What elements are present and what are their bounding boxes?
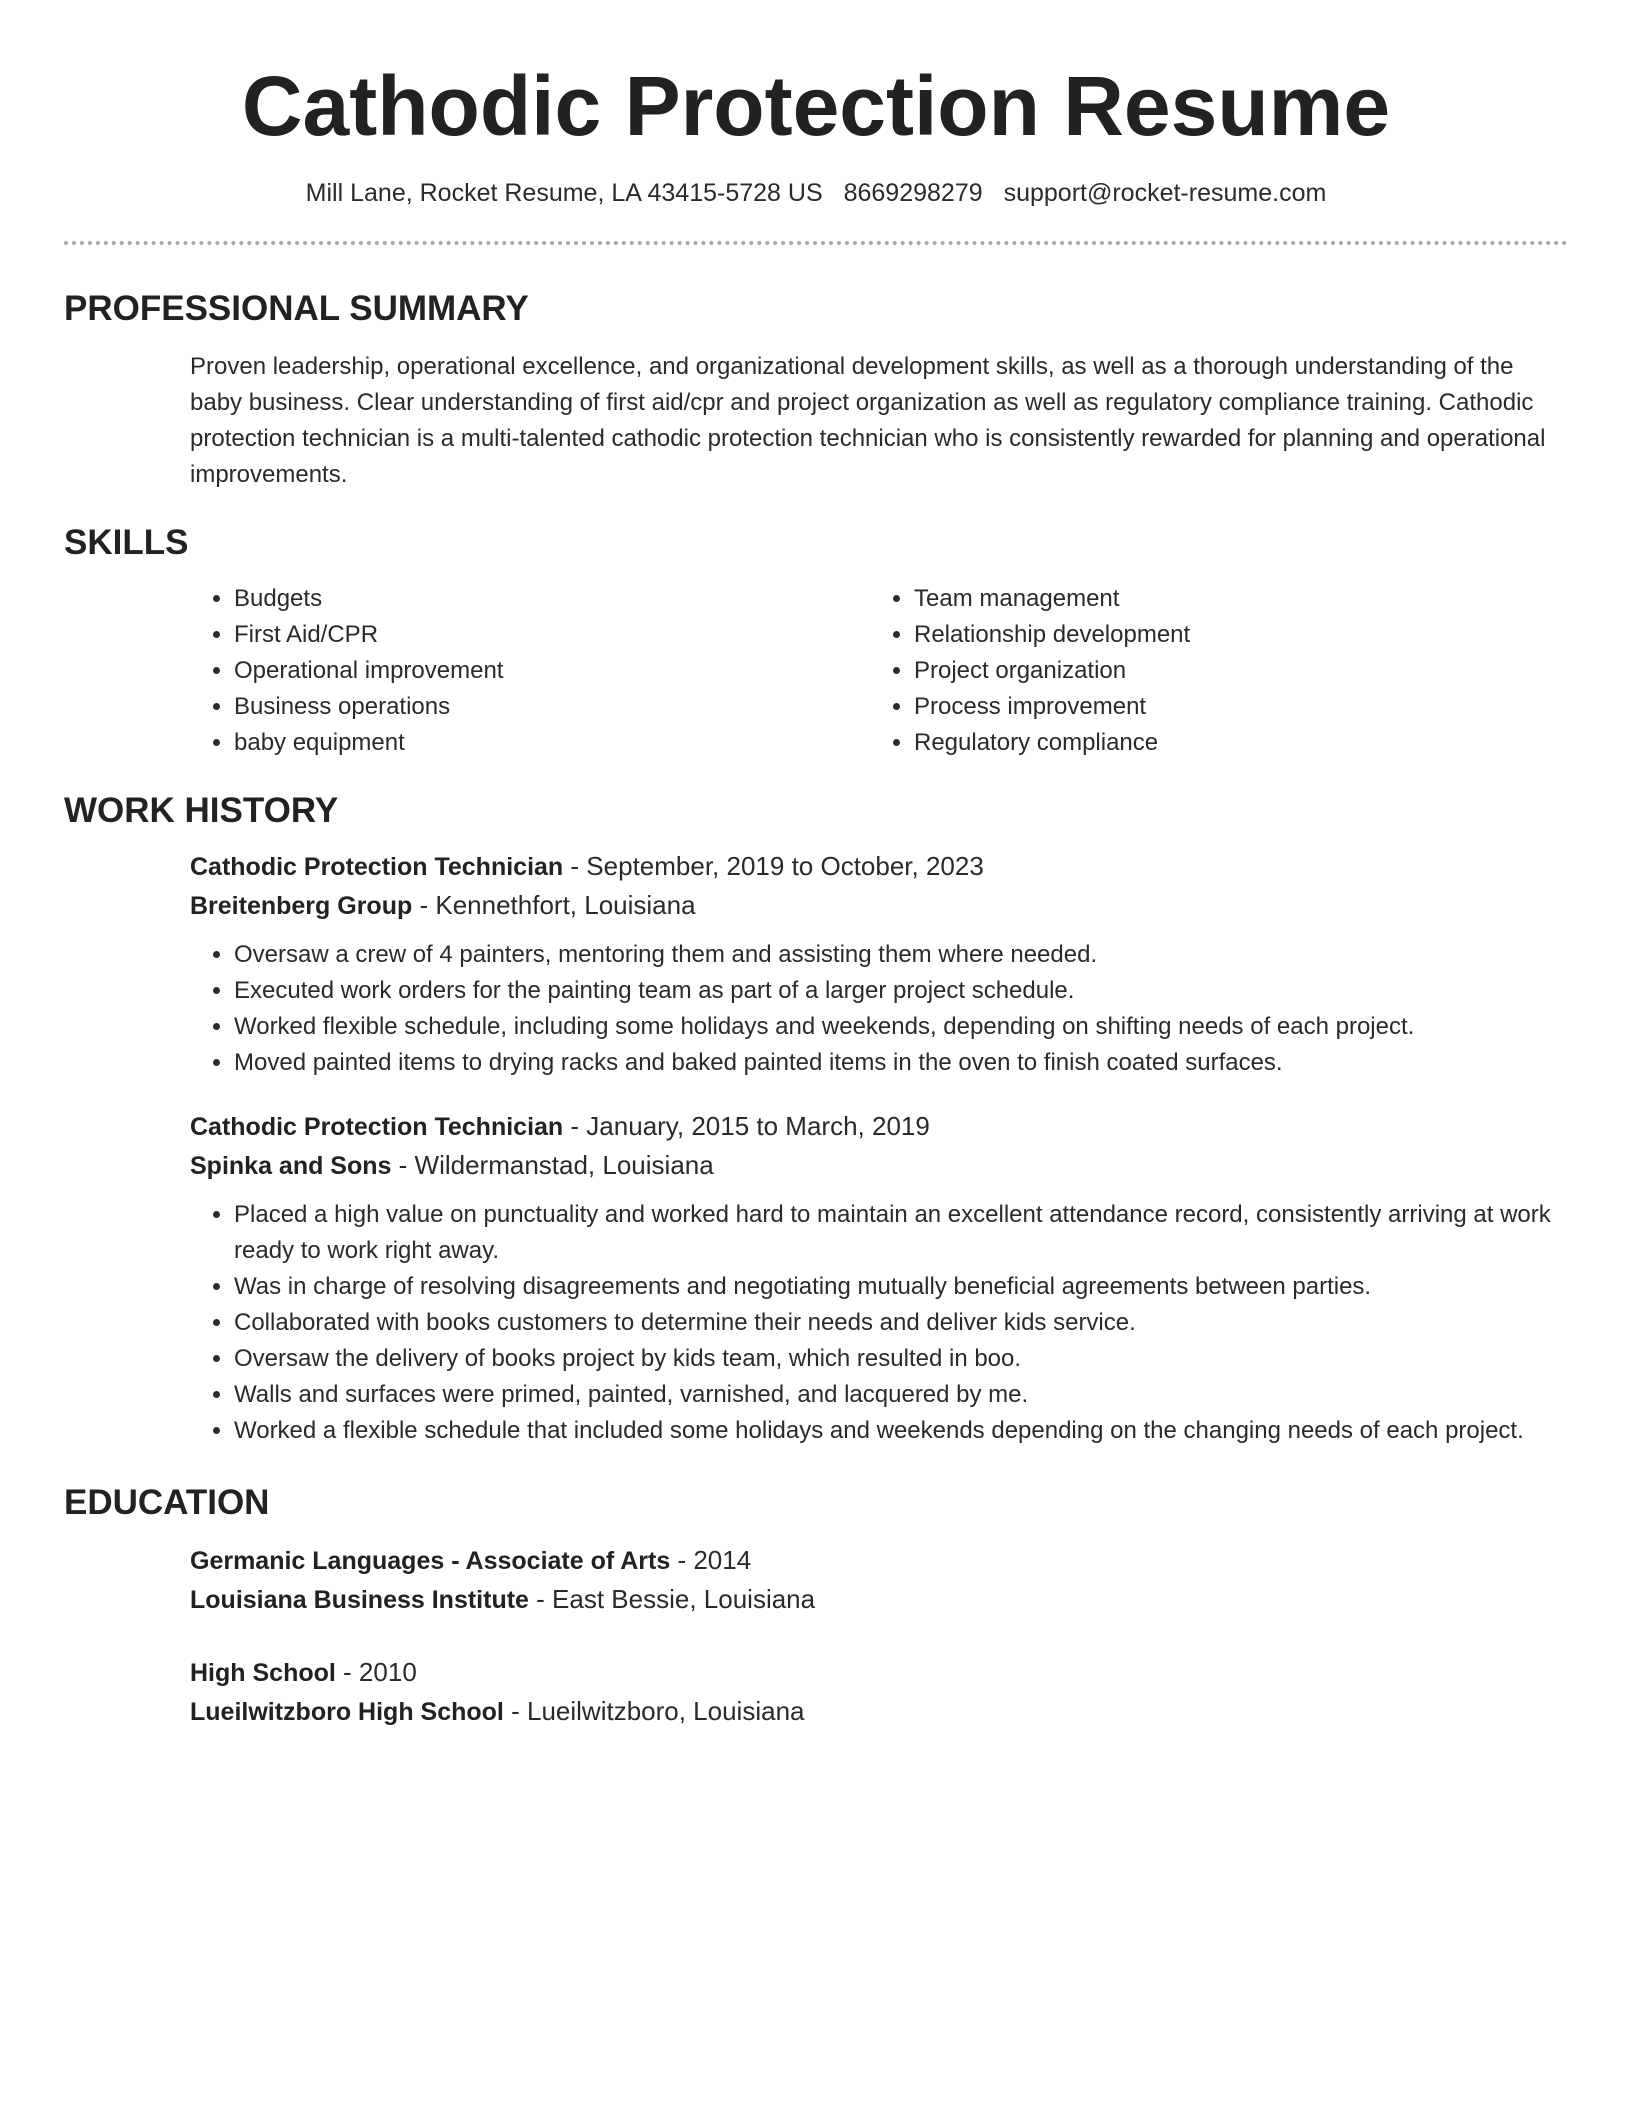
education-degree-line [190, 1653, 1568, 1692]
contact-address: Mill Lane, Rocket Resume, LA 43415-5728 US [305, 179, 823, 207]
contact-phone: 8669298279 [843, 179, 983, 207]
education-year: - 2014 [670, 1545, 752, 1575]
education-degree: High School [190, 1659, 336, 1687]
job-company: Spinka and Sons [190, 1152, 392, 1180]
job-role: Cathodic Protection Technician [190, 1113, 564, 1141]
summary-section [64, 287, 1568, 493]
job-duty: • Executed work orders for the painting team as part of a larger project schedule. [234, 973, 1568, 1009]
skill-item: • Business operations [234, 689, 870, 725]
skills-column-right [870, 581, 1190, 761]
job-duty: • Collaborated with books customers to determine their needs and deliver kids service. [234, 1305, 1568, 1341]
job-company-line [190, 886, 1568, 925]
job-duty: • Walls and surfaces were primed, painted, varnished, and lacquered by me. [234, 1377, 1568, 1413]
work-history-heading: WORK HISTORY [64, 791, 339, 830]
education-degree-line [190, 1541, 1568, 1580]
job-duties [190, 937, 1568, 1081]
job-duty: • Was in charge of resolving disagreements and negotiating mutually beneficial agreements between parties. [234, 1269, 1568, 1305]
skill-item: • Team management [914, 581, 1190, 617]
education-school: Lueilwitzboro High School [190, 1698, 504, 1726]
skills-column-left [190, 581, 870, 761]
education-year: - 2010 [335, 1657, 417, 1687]
job-location: - Kennethfort, Louisiana [412, 890, 696, 920]
job-duty: • Worked flexible schedule, including some holidays and weekends, depending on shifting needs of each project. [234, 1009, 1568, 1045]
job-role: Cathodic Protection Technician [190, 853, 564, 881]
summary-heading: PROFESSIONAL SUMMARY [64, 289, 529, 328]
job-dates: - September, 2019 to October, 2023 [563, 851, 984, 881]
summary-text: Proven leadership, operational excellence, and organizational development skills, as well as a thorough understanding of the baby business. Clear understanding of first aid/cpr and project organization as well as regulatory compliance training. Cathodic protection technician is a multi-talented cathodic protection technician who is consistently rewarded for planning and operational improvements. [190, 353, 1546, 488]
work-history-section [64, 789, 1568, 1449]
skills-section [64, 521, 1568, 761]
job-entry [190, 847, 1568, 1081]
job-title-line [190, 847, 1568, 886]
resume-title: Cathodic Protection Resume [241, 59, 1391, 153]
job-title-line [190, 1107, 1568, 1146]
skill-item: • Regulatory compliance [914, 725, 1190, 761]
job-company: Breitenberg Group [190, 892, 413, 920]
skill-item: • First Aid/CPR [234, 617, 870, 653]
job-duty: • Oversaw a crew of 4 painters, mentoring them and assisting them where needed. [234, 937, 1568, 973]
job-company-line [190, 1146, 1568, 1185]
education-school-line [190, 1692, 1568, 1731]
education-location: - East Bessie, Louisiana [528, 1584, 816, 1614]
education-section [64, 1481, 1568, 1731]
job-duty: • Worked a flexible schedule that included some holidays and weekends depending on the changing needs of each project. [234, 1413, 1568, 1449]
education-location: - Lueilwitzboro, Louisiana [503, 1696, 805, 1726]
skill-item: • Relationship development [914, 617, 1190, 653]
job-location: - Wildermanstad, Louisiana [391, 1150, 714, 1180]
education-entry [190, 1541, 1568, 1619]
education-degree: Germanic Languages - Associate of Arts [190, 1547, 671, 1575]
job-duty: • Moved painted items to drying racks and baked painted items in the oven to finish coated surfaces. [234, 1045, 1568, 1081]
skills-list [190, 581, 1568, 761]
skill-item: • Project organization [914, 653, 1190, 689]
job-duty: • Placed a high value on punctuality and worked hard to maintain an excellent attendance record, consistently arriving at work ready to work right away. [234, 1197, 1568, 1269]
contact-email: support@rocket-resume.com [1003, 179, 1327, 207]
job-duty: • Oversaw the delivery of books project by kids team, which resulted in boo. [234, 1341, 1568, 1377]
education-heading: EDUCATION [64, 1483, 270, 1522]
skill-item: • Operational improvement [234, 653, 870, 689]
skill-item: • Budgets [234, 581, 870, 617]
education-school: Louisiana Business Institute [190, 1586, 529, 1614]
job-dates: - January, 2015 to March, 2019 [563, 1111, 930, 1141]
contact-line [64, 176, 1568, 210]
header-divider [64, 241, 1568, 245]
skill-item: • baby equipment [234, 725, 870, 761]
education-entry [190, 1653, 1568, 1731]
skills-heading: SKILLS [64, 523, 189, 562]
job-entry [190, 1107, 1568, 1449]
job-duties [190, 1197, 1568, 1449]
education-school-line [190, 1580, 1568, 1619]
skill-item: • Process improvement [914, 689, 1190, 725]
